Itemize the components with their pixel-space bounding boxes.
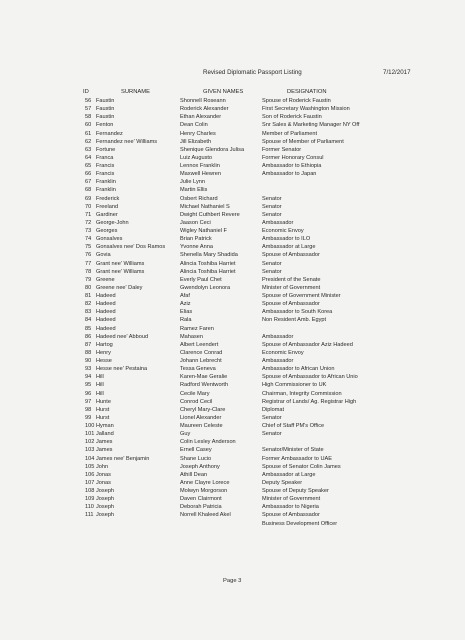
cell-designation: Former Senator xyxy=(262,146,302,153)
cell-surname: Jalland xyxy=(96,431,114,438)
cell-designation: Spouse of Ambassador xyxy=(262,301,320,308)
cell-given-names: Brian Patrick xyxy=(180,236,212,243)
table-row xyxy=(0,178,465,186)
cell-designation: Ambassador at Large xyxy=(262,471,316,478)
cell-id: 102 xyxy=(85,439,95,446)
cell-surname: James nee' Benjamin xyxy=(96,455,150,462)
table-row xyxy=(0,121,465,129)
cell-id: 79 xyxy=(85,276,92,283)
cell-given-names: Athill Dean xyxy=(180,471,208,478)
cell-id: 93 xyxy=(85,366,92,373)
cell-surname: Fernandez xyxy=(96,130,123,137)
table-row xyxy=(0,455,465,463)
cell-surname: Joseph xyxy=(96,496,115,503)
table-row xyxy=(0,251,465,259)
cell-id: 72 xyxy=(85,219,92,226)
table-row xyxy=(0,186,465,194)
cell-designation: Spouse of Ambassador Aziz Hadeed xyxy=(262,341,353,348)
cell-id: 62 xyxy=(85,138,92,145)
cell-designation: Spouse of Deputy Speaker xyxy=(262,488,329,494)
cell-given-names: Shane Lucio xyxy=(180,455,212,462)
cell-given-names: Maxwell Hewren xyxy=(180,171,222,178)
table-row xyxy=(0,154,465,162)
column-header-surname: SURNAME xyxy=(121,89,150,95)
cell-id: 105 xyxy=(85,463,95,470)
cell-id: 97 xyxy=(85,398,92,405)
cell-surname: Hadeed xyxy=(96,325,116,332)
cell-surname: Hadeed xyxy=(96,309,116,316)
cell-id: 60 xyxy=(85,122,92,129)
cell-designation: Son of Roderick Faustin xyxy=(262,114,322,121)
table-row xyxy=(0,130,465,138)
cell-surname: Grant nee' Williams xyxy=(96,260,145,267)
cell-given-names: Lennox Franklin xyxy=(180,163,220,169)
cell-id: 66 xyxy=(85,171,92,178)
cell-surname: Hadeed xyxy=(96,293,116,299)
cell-id: 111 xyxy=(85,512,94,519)
cell-given-names: Michael Nathaniel S xyxy=(180,203,230,210)
cell-id: 100 xyxy=(85,423,95,429)
passport-list xyxy=(0,97,465,528)
cell-surname: Hadeed xyxy=(96,301,116,308)
cell-given-names: Jill Elizabeth xyxy=(180,138,212,145)
cell-designation: Senator xyxy=(262,268,282,275)
table-row xyxy=(0,495,465,503)
cell-designation: Senator xyxy=(262,203,282,210)
cell-given-names: Maureen Celeste xyxy=(180,423,223,429)
table-row xyxy=(0,390,465,398)
cell-given-names: Ramez Faren xyxy=(180,325,214,332)
table-row xyxy=(0,333,465,341)
cell-given-names: Luiz Augusto xyxy=(180,154,213,161)
cell-designation: Deputy Speaker xyxy=(262,479,303,486)
cell-designation: Ambassador to Nigeria xyxy=(262,504,319,511)
table-row xyxy=(0,300,465,308)
table-row xyxy=(0,365,465,373)
cell-id: 64 xyxy=(85,154,92,161)
cell-given-names: Joseph Anthony xyxy=(180,463,220,470)
cell-surname: Jonas xyxy=(96,479,111,486)
cell-given-names: Lionel Alexander xyxy=(180,414,222,421)
cell-id: 109 xyxy=(85,496,95,503)
table-row xyxy=(0,138,465,146)
cell-id: 73 xyxy=(85,228,92,234)
cell-surname: Francis xyxy=(96,163,115,169)
cell-id: 81 xyxy=(85,293,92,299)
cell-given-names: Colin Lesley Anderson xyxy=(180,439,236,446)
table-row xyxy=(0,203,465,211)
cell-id: 108 xyxy=(85,488,95,494)
cell-surname: Faustin xyxy=(96,98,115,104)
cell-designation: President of the Senate xyxy=(262,276,321,283)
cell-given-names: Deborah Patricia xyxy=(180,504,222,511)
table-row xyxy=(0,373,465,381)
cell-given-names: Clarence Conrad xyxy=(180,349,223,356)
cell-surname: Hesse nee' Pestaina xyxy=(96,366,148,373)
cell-id: 71 xyxy=(85,211,92,218)
cell-surname: Hill xyxy=(96,390,104,397)
cell-id: 90 xyxy=(85,358,92,364)
cell-designation: Spouse of Member of Parliament xyxy=(262,138,344,145)
table-row xyxy=(0,227,465,235)
cell-given-names: Wigley Nathaniel F xyxy=(180,228,227,234)
table-row xyxy=(0,438,465,446)
cell-given-names: Dean Colin xyxy=(180,122,208,129)
cell-given-names: Henry Charles xyxy=(180,130,216,137)
cell-surname: Hurst xyxy=(96,406,110,413)
table-row xyxy=(0,97,465,105)
cell-given-names: Jaason Ceci xyxy=(180,219,211,226)
cell-designation: Ambassador to South Korea xyxy=(262,309,333,316)
table-row xyxy=(0,260,465,268)
cell-given-names: Ernell Casey xyxy=(180,447,212,454)
cell-given-names: Roderick Alexander xyxy=(180,106,229,113)
table-row xyxy=(0,170,465,178)
cell-designation: Senator xyxy=(262,211,282,218)
cell-designation: Senator xyxy=(262,431,282,438)
table-row xyxy=(0,406,465,414)
cell-given-names: Rala xyxy=(180,317,192,324)
cell-designation: Senator xyxy=(262,414,282,421)
cell-given-names: Elias xyxy=(180,309,193,316)
cell-id: 61 xyxy=(85,130,92,137)
cell-id: 98 xyxy=(85,406,92,413)
cell-given-names: Molwyn Morgorson xyxy=(180,488,228,494)
table-row xyxy=(0,308,465,316)
cell-designation: Ambassador xyxy=(262,333,294,340)
cell-id: 87 xyxy=(85,341,92,348)
cell-designation: Diplomat xyxy=(262,406,285,413)
cell-id: 103 xyxy=(85,447,95,454)
cell-id: 74 xyxy=(85,236,92,243)
cell-id: 86 xyxy=(85,333,92,340)
table-row xyxy=(0,325,465,333)
cell-designation: Member of Parliament xyxy=(262,130,318,137)
cell-id: 104 xyxy=(85,455,95,462)
cell-id: 57 xyxy=(85,106,92,113)
table-row xyxy=(0,235,465,243)
cell-given-names: Norrell Khaleed Akel xyxy=(180,512,231,519)
table-row xyxy=(0,211,465,219)
cell-surname: Joseph xyxy=(96,504,115,511)
cell-designation: Senator xyxy=(262,260,282,267)
table-row xyxy=(0,268,465,276)
column-header-id: ID xyxy=(83,89,89,95)
cell-surname: Franklin xyxy=(96,179,116,186)
cell-surname: Fortune xyxy=(96,146,116,153)
cell-surname: Jonas xyxy=(96,471,111,478)
cell-given-names: Martin Ellis xyxy=(180,187,208,194)
cell-designation: Minister of Government xyxy=(262,284,321,291)
cell-designation: Ambassador xyxy=(262,358,294,364)
cell-designation: Registrar of Lands/ Ag. Registrar High xyxy=(262,398,357,405)
cell-id: 85 xyxy=(85,325,92,332)
cell-id: 110 xyxy=(85,504,94,511)
cell-id: 76 xyxy=(85,252,92,259)
table-row xyxy=(0,414,465,422)
table-row xyxy=(0,316,465,324)
cell-id: 77 xyxy=(85,260,92,267)
cell-given-names: Aziz xyxy=(180,301,191,308)
cell-surname: Hesse xyxy=(96,358,112,364)
table-row xyxy=(0,195,465,203)
table-row xyxy=(0,284,465,292)
cell-id: 80 xyxy=(85,284,92,291)
cell-designation: Former Honorary Consul xyxy=(262,154,324,161)
cell-designation: High Commissioner to UK xyxy=(262,382,327,389)
cell-id: 67 xyxy=(85,179,92,186)
cell-id: 94 xyxy=(85,374,92,381)
table-row xyxy=(0,357,465,365)
cell-given-names: Anne Clayre Lorece xyxy=(180,479,230,486)
document-title: Revised Diplomatic Passport Listing xyxy=(203,69,302,76)
table-row xyxy=(0,471,465,479)
cell-surname: Gonsalves nee' Dos Ramos xyxy=(96,244,166,251)
cell-surname: Hill xyxy=(96,382,104,389)
table-row xyxy=(0,398,465,406)
cell-surname: Freeland xyxy=(96,203,119,210)
cell-surname: Gardiner xyxy=(96,211,118,218)
cell-surname: Frederick xyxy=(96,195,120,202)
cell-given-names: Cecile Mary xyxy=(180,390,210,397)
cell-designation: Ambassador to African Union xyxy=(262,366,335,373)
table-row xyxy=(0,463,465,471)
table-row xyxy=(0,511,465,519)
cell-designation: Economic Envoy xyxy=(262,228,304,234)
cell-id: 83 xyxy=(85,309,92,316)
cell-id: 78 xyxy=(85,268,92,275)
page-number: Page 3 xyxy=(223,578,242,584)
cell-designation: Spouse of Ambassador to African Unio xyxy=(262,374,358,381)
cell-id: 88 xyxy=(85,349,92,356)
cell-given-names: Albert Leendert xyxy=(180,341,219,348)
cell-id: 65 xyxy=(85,163,92,169)
cell-surname: Hadeed xyxy=(96,317,116,324)
cell-surname: Greene nee' Daley xyxy=(96,284,143,291)
cell-surname: Hartog xyxy=(96,341,113,348)
cell-given-names: Guy xyxy=(180,431,191,438)
cell-surname: Joseph xyxy=(96,512,115,519)
cell-surname: James xyxy=(96,447,113,454)
cell-designation: Ambassador to Ethiopia xyxy=(262,163,322,169)
cell-designation: Minister of Government xyxy=(262,496,321,503)
table-row xyxy=(0,113,465,121)
cell-id: 63 xyxy=(85,146,92,153)
cell-given-names: Tessa Geneva xyxy=(180,366,216,373)
cell-id: 69 xyxy=(85,195,92,202)
cell-given-names: Gwendolyn Leonora xyxy=(180,284,231,291)
cell-designation: Senator xyxy=(262,195,282,202)
cell-given-names: Karen-Mae Geralie xyxy=(180,374,228,381)
cell-surname: Henry xyxy=(96,349,111,356)
cell-designation: Spouse of Ambassador xyxy=(262,252,320,259)
table-row xyxy=(0,479,465,487)
cell-given-names: Ethan Alexander xyxy=(180,114,222,121)
cell-given-names: Shenella Mary Shadida xyxy=(180,252,238,259)
cell-designation: Ambassador xyxy=(262,219,294,226)
cell-surname: Faustin xyxy=(96,114,115,121)
cell-designation: First Secretary Washington Mission xyxy=(262,106,350,113)
column-header-designation: DESIGNATION xyxy=(287,89,327,95)
cell-id: 68 xyxy=(85,187,92,194)
cell-designation: Snr Sales & Marketing Manager NY Off xyxy=(262,122,360,129)
cell-surname: George-John xyxy=(96,219,129,226)
cell-surname: Joseph xyxy=(96,488,115,494)
cell-given-names: Cheryl Mary-Clare xyxy=(180,406,226,413)
cell-given-names: Shonnell Roseann xyxy=(180,98,226,104)
cell-surname: Govia xyxy=(96,252,111,259)
cell-surname: Fernandez nee' Williams xyxy=(96,138,158,145)
table-row xyxy=(0,503,465,511)
cell-designation: Business Development Officer xyxy=(262,520,338,527)
cell-id: 58 xyxy=(85,114,92,121)
table-row xyxy=(0,381,465,389)
cell-given-names: Daven Clairmont xyxy=(180,496,222,503)
cell-surname: Grant nee' Williams xyxy=(96,268,145,275)
table-row xyxy=(0,487,465,495)
document-date: 7/12/2017 xyxy=(383,69,411,76)
cell-id: 96 xyxy=(85,390,92,397)
table-row xyxy=(0,146,465,154)
cell-given-names: Everly Paul Chet xyxy=(180,276,222,283)
cell-surname: John xyxy=(96,463,109,470)
table-row xyxy=(0,422,465,430)
cell-surname: James xyxy=(96,439,113,446)
cell-id: 107 xyxy=(85,479,95,486)
cell-designation: Senator/Minister of State xyxy=(262,447,324,454)
cell-designation: Chief of Staff PM's Office xyxy=(262,423,325,429)
table-row xyxy=(0,341,465,349)
cell-designation: Non Resident Amb. Egypt xyxy=(262,317,327,324)
cell-id: 70 xyxy=(85,203,92,210)
table-row xyxy=(0,276,465,284)
column-header-given-names: GIVEN NAMES xyxy=(203,89,244,95)
cell-designation: Ambassador to ILO xyxy=(262,236,311,243)
cell-designation: Spouse of Roderick Faustin xyxy=(262,98,331,104)
cell-designation: Spouse of Senator Colin James xyxy=(262,463,341,470)
table-row xyxy=(0,446,465,454)
cell-surname: Gonsalves xyxy=(96,236,123,243)
cell-id: 75 xyxy=(85,244,92,251)
cell-id: 95 xyxy=(85,382,92,389)
cell-designation: Spouse of Government Minister xyxy=(262,293,341,299)
cell-given-names: Julie Lynn xyxy=(180,179,205,186)
cell-surname: Faustin xyxy=(96,106,115,113)
cell-surname: Georges xyxy=(96,228,118,234)
cell-surname: Greene xyxy=(96,276,115,283)
cell-surname: Hill xyxy=(96,374,104,381)
cell-surname: Franca xyxy=(96,154,114,161)
cell-given-names: Radford Wentworth xyxy=(180,382,229,389)
cell-given-names: Mahasen xyxy=(180,333,204,340)
cell-surname: Hunte xyxy=(96,398,111,405)
table-row xyxy=(0,430,465,438)
cell-given-names: Yvonne Anna xyxy=(180,244,213,251)
table-row xyxy=(0,520,465,528)
cell-given-names: Afaf xyxy=(180,293,190,299)
cell-id: 56 xyxy=(85,98,92,104)
cell-surname: Hyman xyxy=(96,423,114,429)
cell-given-names: Alincia Toshiba Harriet xyxy=(180,260,236,267)
cell-id: 99 xyxy=(85,414,92,421)
table-row xyxy=(0,349,465,357)
cell-id: 82 xyxy=(85,301,92,308)
cell-id: 84 xyxy=(85,317,92,324)
cell-id: 106 xyxy=(85,471,95,478)
cell-given-names: Dwight Cuthbert Revere xyxy=(180,211,240,218)
cell-designation: Spouse of Ambassador xyxy=(262,512,320,519)
table-row xyxy=(0,162,465,170)
cell-surname: Hadeed nee' Abboud xyxy=(96,333,149,340)
cell-surname: Francis xyxy=(96,171,115,178)
table-row xyxy=(0,105,465,113)
cell-given-names: Conrod Cecil xyxy=(180,398,213,405)
cell-designation: Former Ambassador to UAE xyxy=(262,455,332,462)
cell-surname: Hurst xyxy=(96,414,110,421)
cell-designation: Chairman, Integrity Commission xyxy=(262,390,342,397)
table-row xyxy=(0,243,465,251)
cell-surname: Franklin xyxy=(96,187,116,194)
cell-designation: Ambassador to Japan xyxy=(262,171,317,178)
cell-id: 101 xyxy=(85,431,95,438)
cell-surname: Fenton xyxy=(96,122,114,129)
cell-given-names: Alincia Toshiba Harriet xyxy=(180,268,236,275)
cell-designation: Ambassador at Large xyxy=(262,244,316,251)
cell-given-names: Osbert Richard xyxy=(180,195,218,202)
table-row xyxy=(0,219,465,227)
cell-given-names: Johann Lebrecht xyxy=(180,358,222,364)
cell-given-names: Shenique Glendora Julisa xyxy=(180,146,245,153)
table-row xyxy=(0,292,465,300)
cell-designation: Economic Envoy xyxy=(262,349,304,356)
